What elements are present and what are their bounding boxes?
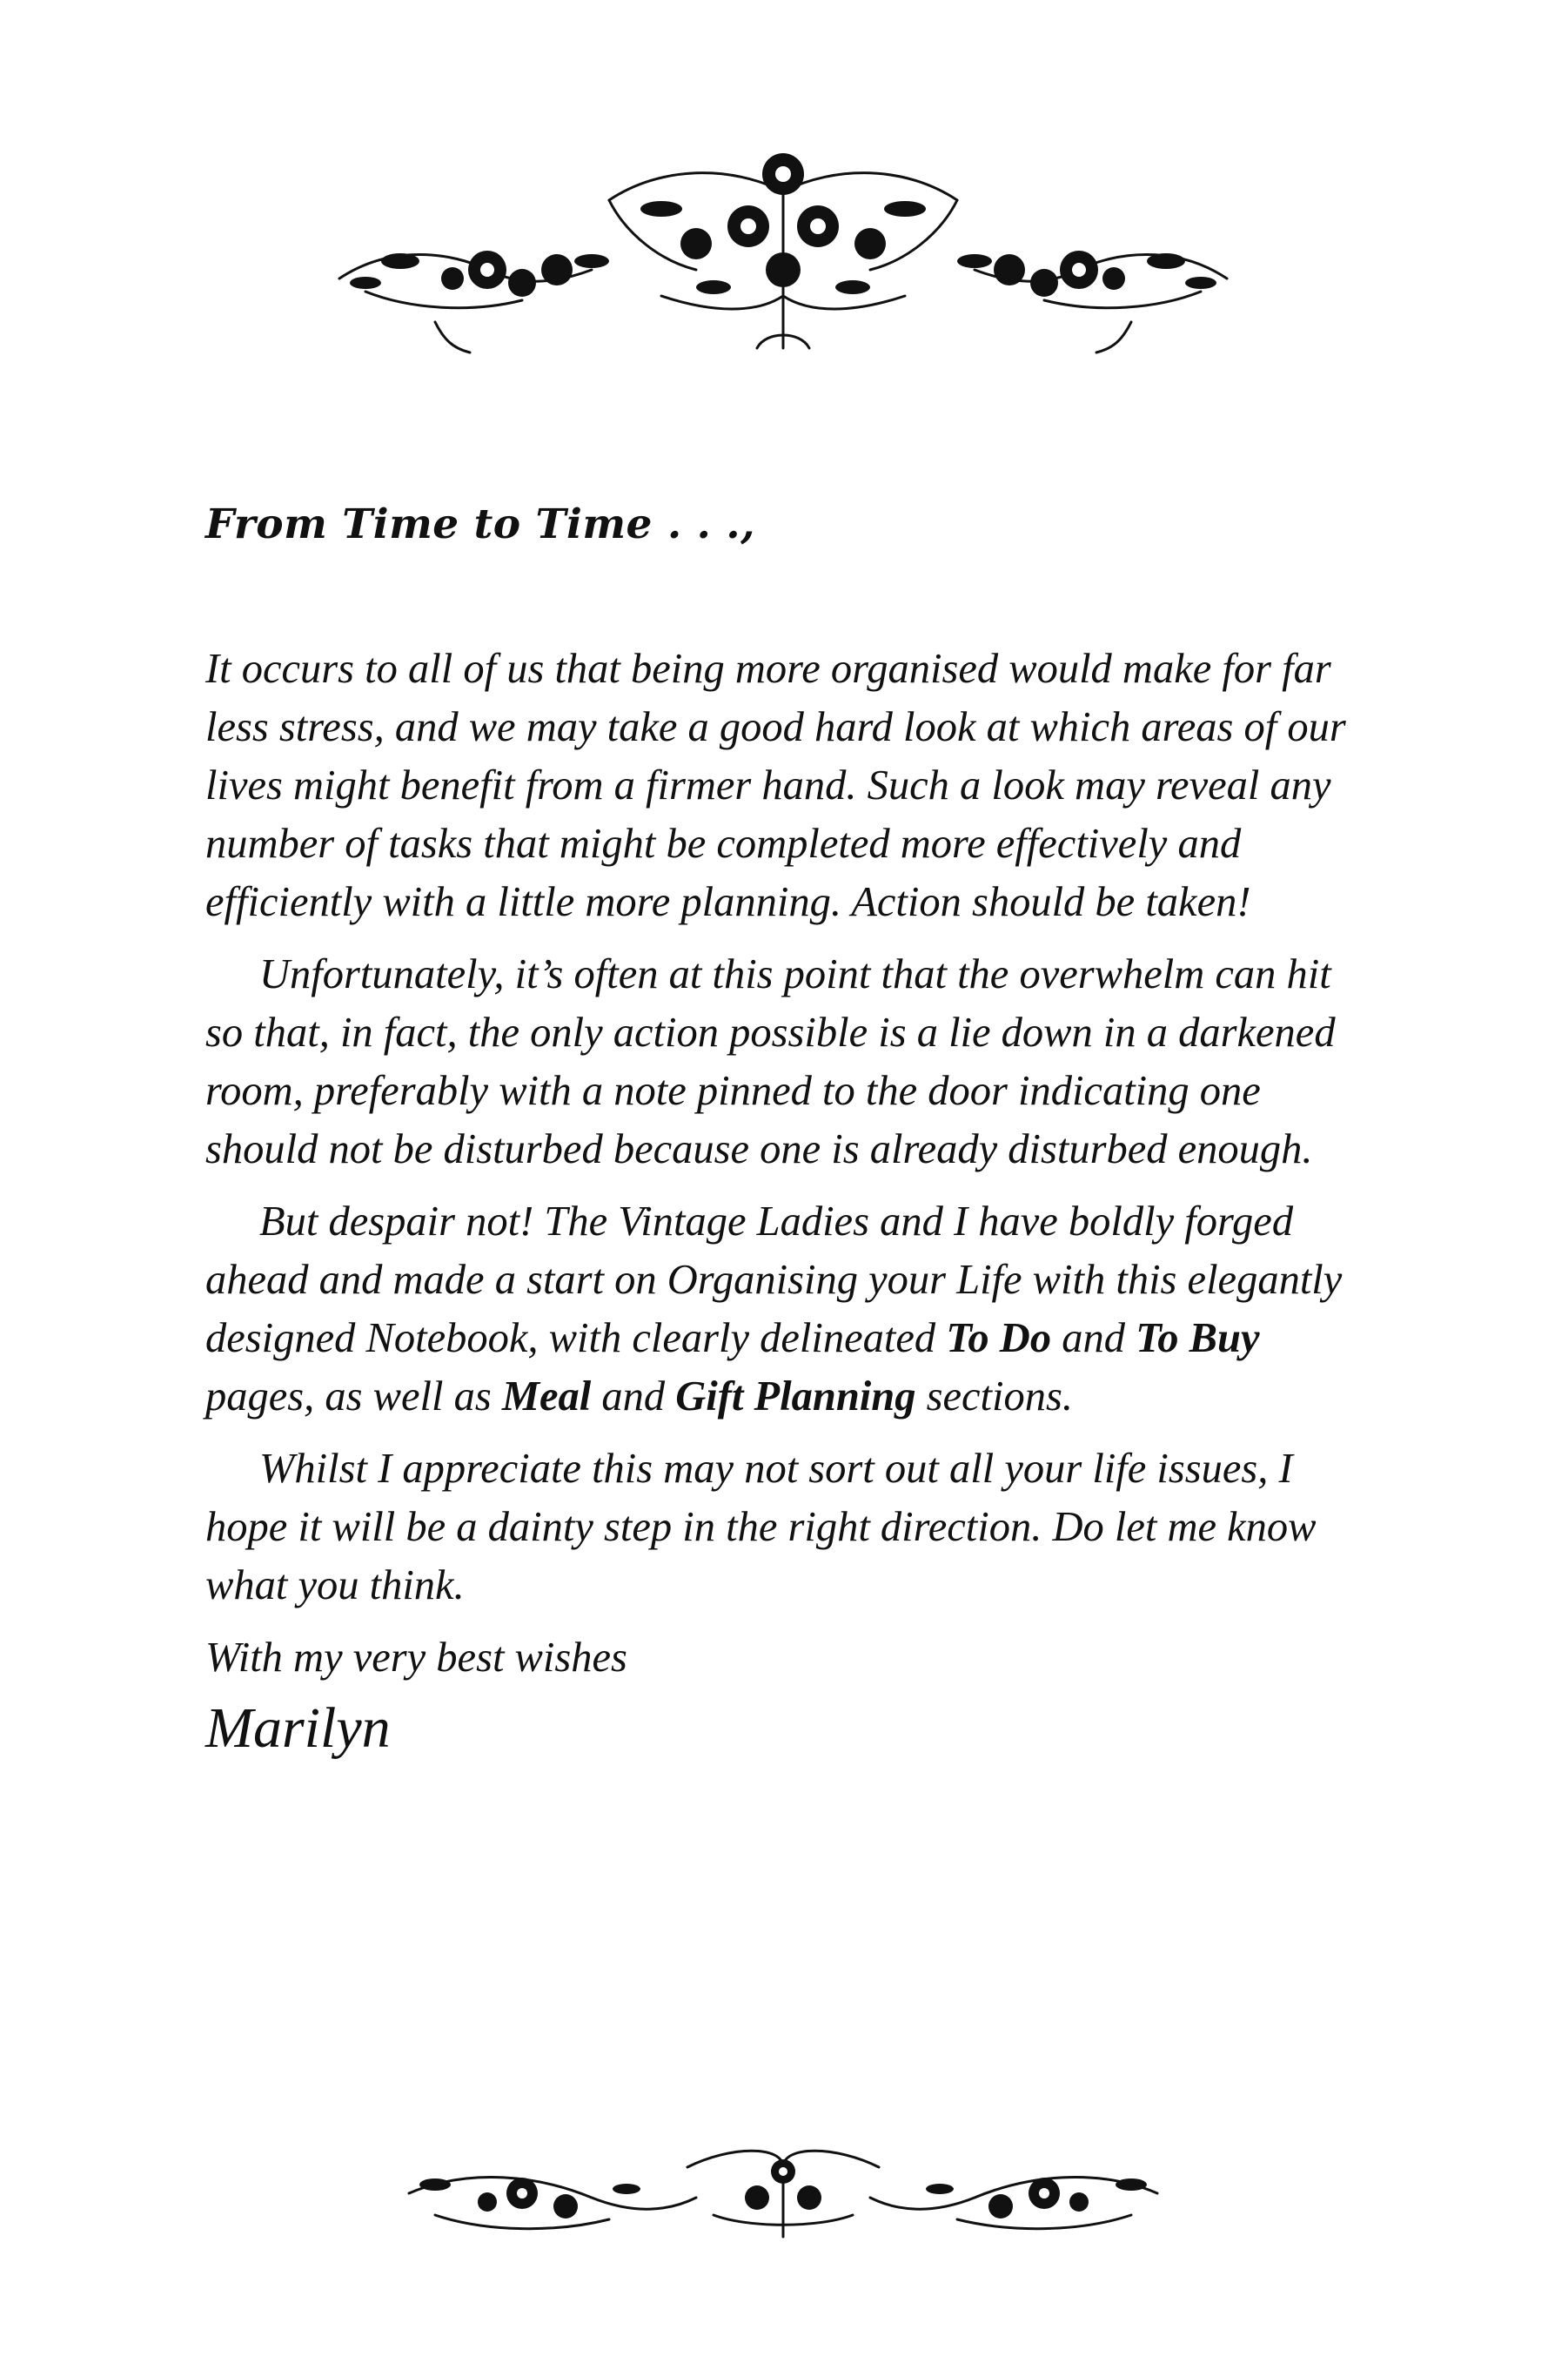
paragraph-1: It occurs to all of us that being more organised would make for far less stress, and we may take a good hard look at which areas of our lives might benefit from a firmer hand. Such a look may reveal any number of tasks that might be completed more effectively and efficiently with a little more planning. Action should be taken! (205, 646, 1346, 925)
floral-ornament-icon (0, 139, 1568, 374)
letter-body (205, 640, 1363, 1763)
top-floral-ornament (0, 139, 1568, 374)
closing-line: With my very best wishes (205, 1635, 627, 1681)
to-buy-label: To Buy (1136, 1315, 1260, 1361)
page-title: From Time to Time . . ., (205, 500, 755, 548)
floral-ornament-icon (0, 2132, 1568, 2254)
paragraph-3: But despair not! The Vintage Ladies and I have boldly forged ahead and made a start on Organising your Life with this elegantly designed Notebook, with clearly delineated To Do and To Buy pages, as well as Meal and Gift Planning sections. (205, 1198, 1343, 1420)
paragraph-2: Unfortunately, it’s often at this point that the overwhelm can hit so that, in fact, the only action possible is a lie down in a darkened room, preferably with a note pinned to the door indicating one should not be disturbed because one is already disturbed enough. (205, 951, 1336, 1172)
bottom-floral-ornament (0, 2132, 1568, 2254)
signature: Marilyn (205, 1696, 391, 1760)
gift-planning-label: Gift Planning (675, 1373, 916, 1420)
to-do-label: To Do (946, 1315, 1052, 1361)
paragraph-4: Whilst I appreciate this may not sort out all your life issues, I hope it will be a dainty step in the right direction. Do let me know what you think. (205, 1446, 1317, 1608)
meal-label: Meal (501, 1373, 592, 1420)
